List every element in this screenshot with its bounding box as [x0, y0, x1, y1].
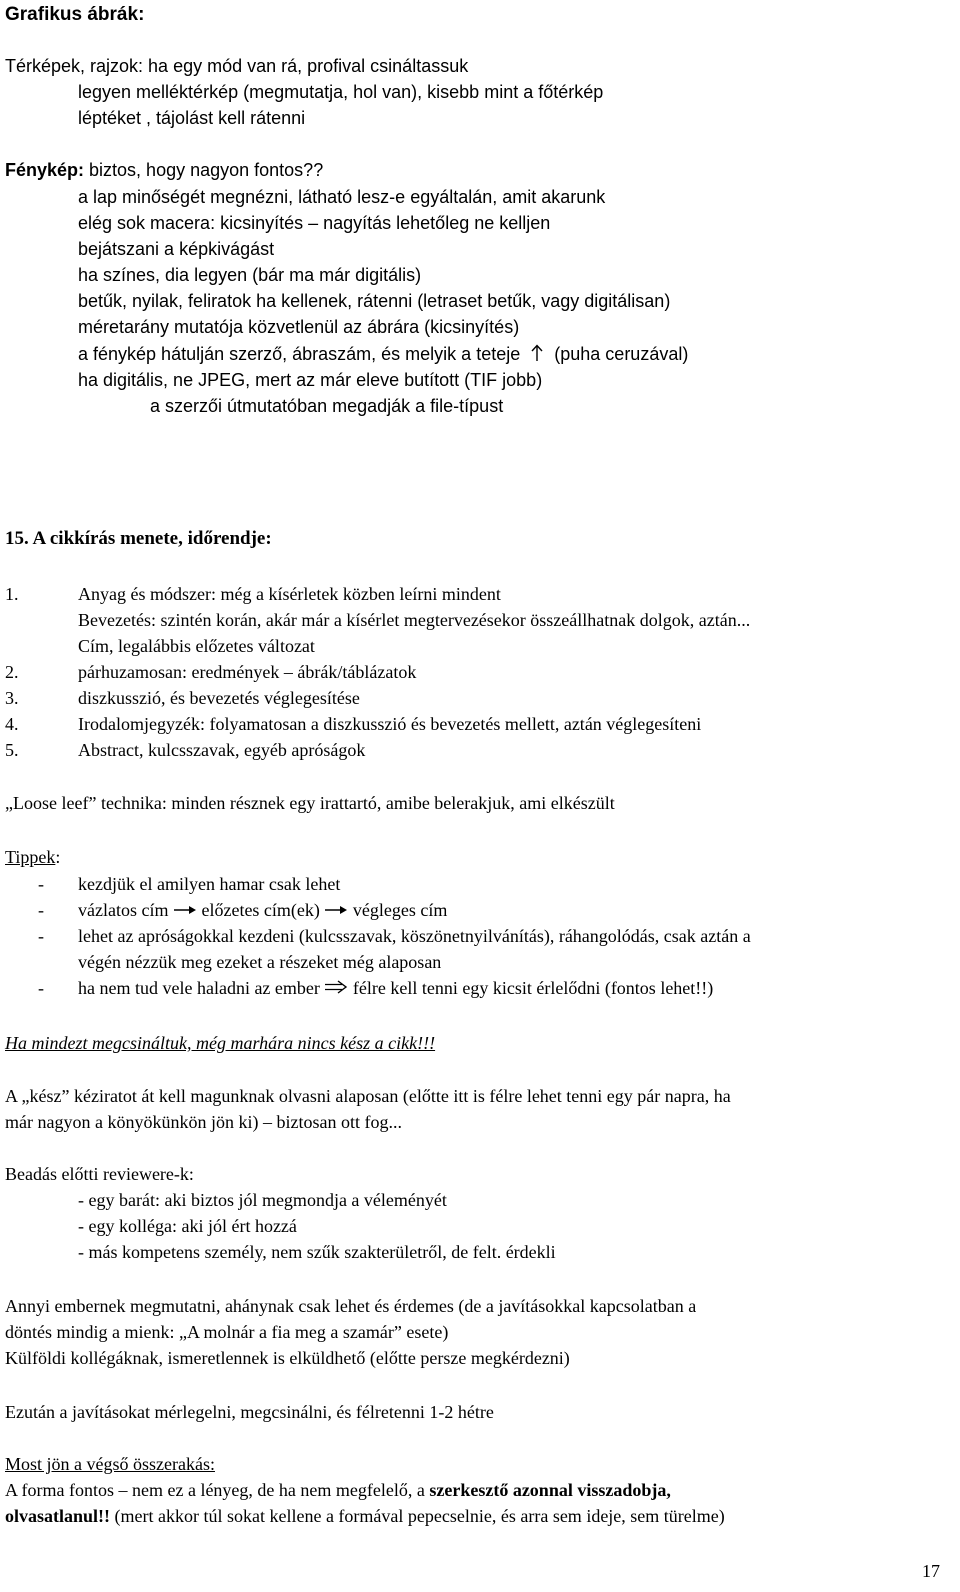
tip-4-a: ha nem tud vele haladni az ember: [78, 978, 320, 998]
photo-author: a szerzői útmutatóban megadják a file-típust: [150, 396, 504, 416]
reviewer-item: - más kompetens személy, nem szűk szakterületről, de felt. érdekli: [78, 1242, 556, 1262]
tips-heading-text: Tippek: [5, 847, 56, 867]
photo-back-text: a fénykép hátulján szerző, ábraszám, és melyik a teteje: [78, 344, 521, 364]
final-line-2-b: (mert akkor túl sokat kellene a formával pepecselnie, és arra sem ideje, sem türelme): [110, 1506, 725, 1526]
final-line-1: [5, 1477, 671, 1503]
reviewer-item: - egy barát: aki biztos jól megmondja a véleményét: [78, 1190, 447, 1210]
maps-sub-1: legyen melléktérkép (megmutatja, hol van), kisebb mint a főtérkép: [78, 82, 604, 102]
tip-1: kezdjük el amilyen hamar csak lehet: [78, 874, 341, 894]
photo-item-4: ha színes, dia legyen (bár ma már digitális): [78, 265, 422, 285]
tip-2: [78, 897, 447, 923]
step-number: 4.: [5, 714, 19, 734]
final-heading: Most jön a végső összerakás:: [5, 1454, 215, 1474]
ready-line-1: A „kész” kéziratot át kell magunknak olvasni alaposan (előtte itt is félre lehet tenni egy pár napra, ha: [5, 1086, 731, 1106]
bullet-dash: -: [38, 978, 44, 998]
step-number: 1.: [5, 584, 19, 604]
photo-item-1: a lap minőségét megnézni, látható lesz-e egyáltalán, amit akarunk: [78, 187, 606, 207]
step-text: Bevezetés: szintén korán, akár már a kísérlet megtervezésekor összeállhatnak dolgok, aztán...: [78, 610, 751, 630]
up-arrow-icon: [529, 344, 545, 362]
step-text: Anyag és módszer: még a kísérletek közben leírni mindent: [78, 584, 501, 604]
photo-digital: ha digitális, ne JPEG, mert az már eleve butított (TIF jobb): [78, 370, 543, 390]
maps-line: Térképek, rajzok: ha egy mód van rá, profival csináltassuk: [5, 56, 469, 76]
step-text: párhuzamosan: eredmények – ábrák/táblázatok: [78, 662, 417, 682]
double-arrow-right-icon: [324, 980, 348, 994]
arrow-right-icon: [173, 904, 197, 916]
tip-2-a: vázlatos cím: [78, 900, 169, 920]
reviewer-item: - egy kolléga: aki jól ért hozzá: [78, 1216, 297, 1236]
step-text: Irodalomjegyzék: folyamatosan a diszkusszió és bevezetés mellett, aztán véglegesíteni: [78, 714, 702, 734]
tip-3-a: lehet az apróságokkal kezdeni (kulcsszavak, köszönetnyilvánítás), ráhangolódás, csak aztán a: [78, 926, 751, 946]
warning-line: Ha mindezt megcsináltuk, még marhára nincs kész a cikk!!!: [5, 1033, 436, 1053]
tip-2-b: előzetes cím(ek): [201, 900, 320, 920]
step-text: diszkusszió, és bevezetés véglegesítése: [78, 688, 360, 708]
photo-item-6: méretarány mutatója közvetlenül az ábrára (kicsinyítés): [78, 317, 520, 337]
section-heading-15: 15. A cikkírás menete, időrendje:: [5, 528, 272, 549]
show-line-2: döntés mindig a mienk: „A molnár a fia meg a szamár” esete): [5, 1322, 449, 1342]
bullet-dash: -: [38, 900, 44, 920]
photo-back-pencil: (puha ceruzával): [554, 344, 689, 364]
tips-heading: [5, 844, 60, 870]
bullet-dash: -: [38, 874, 44, 894]
tip-2-c: végleges cím: [352, 900, 448, 920]
tips-heading-colon: :: [55, 847, 61, 867]
final-line-2-bold: olvasatlanul!!: [5, 1506, 111, 1526]
arrow-right-icon: [324, 904, 348, 916]
step-number: 2.: [5, 662, 19, 682]
show-line-1: Annyi embernek megmutatni, ahánynak csak lehet és érdemes (de a javításokkal kapcsolatban a: [5, 1296, 697, 1316]
step-number: 5.: [5, 740, 19, 760]
loose-leef-line: „Loose leef” technika: minden résznek egy irattartó, amibe belerakjuk, ami elkészült: [5, 793, 615, 813]
final-line-1-a: A forma fontos – nem ez a lényeg, de ha nem megfelelő, a: [5, 1480, 430, 1500]
photo-back-line: [78, 341, 688, 367]
photo-rest: biztos, hogy nagyon fontos??: [84, 160, 324, 180]
final-line-1-bold: szerkesztő azonnal visszadobja,: [429, 1480, 671, 1500]
step-text: Cím, legalábbis előzetes változat: [78, 636, 315, 656]
maps-sub-2: léptéket , tájolást kell rátenni: [78, 108, 306, 128]
photo-item-5: betűk, nyilak, feliratok ha kellenek, rátenni (letraset betűk, vagy digitálisan): [78, 291, 671, 311]
reviewers-heading: Beadás előtti reviewere-k:: [5, 1164, 194, 1184]
bullet-dash: -: [38, 926, 44, 946]
photo-line: [5, 157, 323, 183]
photo-item-3: bejátszani a képkivágást: [78, 239, 275, 259]
final-line-2: [5, 1503, 725, 1529]
tip-4-b: félre kell tenni egy kicsit érlelődni (fontos lehet!!): [352, 978, 714, 998]
after-line: Ezután a javításokat mérlegelni, megcsinálni, és félretenni 1-2 hétre: [5, 1402, 494, 1422]
show-line-3: Külföldi kollégáknak, ismeretlennek is elküldhető (előtte persze megkérdezni): [5, 1348, 570, 1368]
tip-3-b: végén nézzük meg ezeket a részeket még alaposan: [78, 952, 442, 972]
tip-4: [78, 975, 713, 1001]
ready-line-2: már nagyon a könyökünkön jön ki) – biztosan ott fog...: [5, 1112, 402, 1132]
page-number: 17: [922, 1561, 940, 1581]
step-text: Abstract, kulcsszavak, egyéb apróságok: [78, 740, 366, 760]
step-number: 3.: [5, 688, 19, 708]
photo-item-2: elég sok macera: kicsinyítés – nagyítás lehetőleg ne kelljen: [78, 213, 551, 233]
section-heading-graphics: Grafikus ábrák:: [5, 4, 145, 25]
photo-label: Fénykép:: [5, 160, 85, 180]
